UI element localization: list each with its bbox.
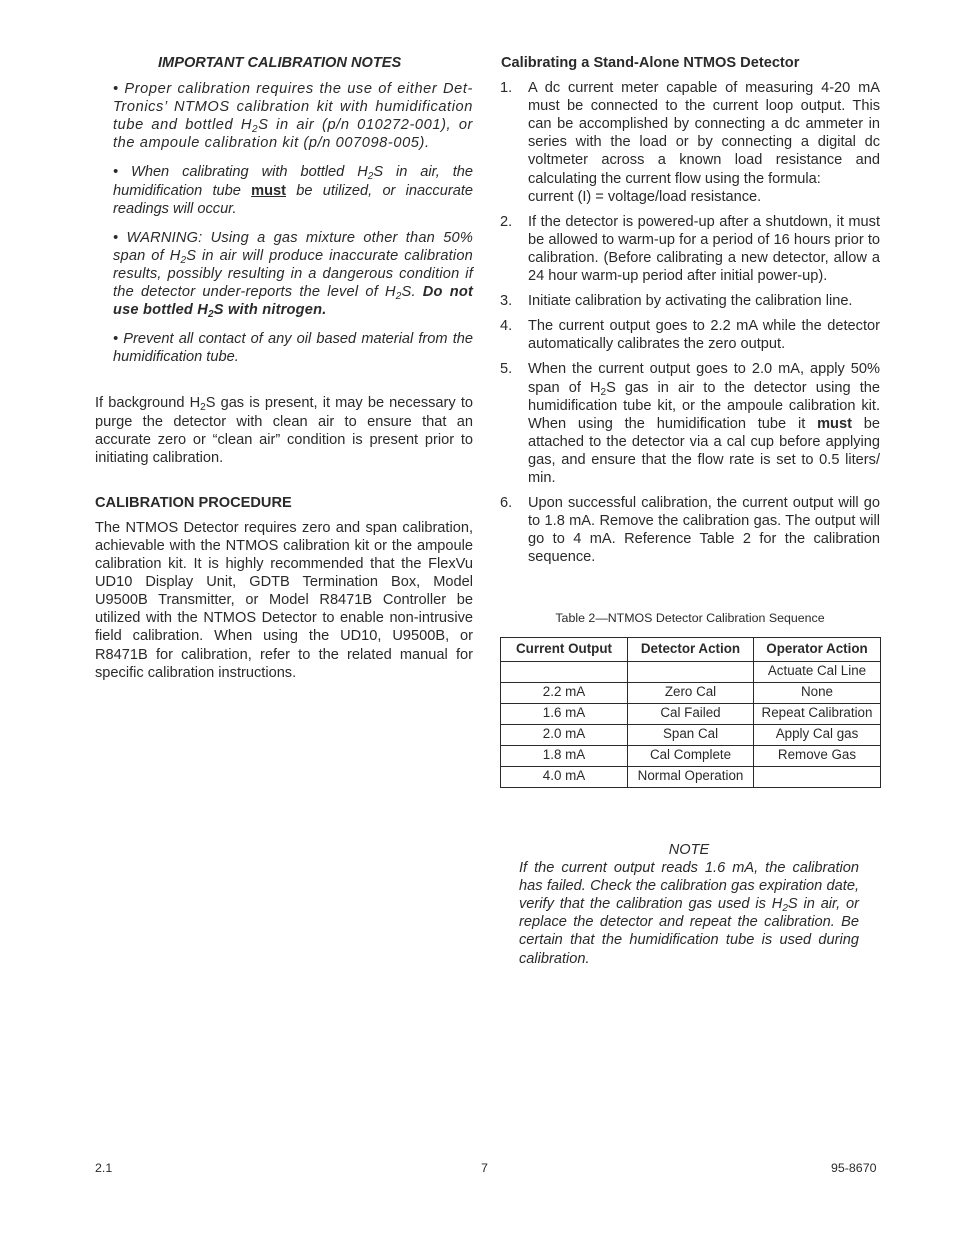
note-title: NOTE — [668, 842, 710, 858]
calibration-procedure-heading: CALIBRATION PROCEDURE — [95, 494, 292, 511]
calibration-procedure-paragraph: The NTMOS Detector requires zero and span calibration, achievable with the NTMOS calibration kit or the ampoule calibration kit. It is highly recommended that the FlexVu UD10 Display Unit, GDTB Termination Box, Model U9500B Transmitter, or Model R8471B Controller be utilized with the NTMOS Detector to enable non-intrusive field calibration. When using the UD10, U9500B, or R8471B for calibration, refer to the related manual for specific calibration instructions. — [95, 519, 473, 681]
important-notes-heading: IMPORTANT CALIBRATION NOTES — [158, 55, 402, 71]
table-cell: 1.8 mA — [501, 745, 628, 766]
table-row — [501, 745, 881, 766]
table-caption: Table 2—NTMOS Detector Calibration Sequence — [555, 611, 825, 626]
table-cell — [501, 661, 628, 682]
table-cell: 2.0 mA — [501, 724, 628, 745]
table-cell: 2.2 mA — [501, 682, 628, 703]
header-operator-action: Operator Action — [754, 637, 881, 661]
table-cell: Actuate Cal Line — [754, 661, 881, 682]
step-item: 6. Upon successful calibration, the current output will go to 1.8 mA. Remove the calibration gas. The output will go to 4 mA. Reference Table 2 for the calibration sequence. — [500, 495, 880, 566]
must-emphasis: must — [817, 415, 852, 432]
step-item: 2. If the detector is powered-up after a shutdown, it must be allowed to warm-up for a period of 16 hours prior to calibration. (Before calibrating a new detector, allow a 24 hour warm-up period after initial power-up). — [500, 213, 880, 285]
footer-page-number: 7 — [481, 1161, 488, 1175]
calibration-sequence-table — [500, 637, 881, 788]
nitrogen-warning: Do not use bottled $H_2S$ with nitrogen. — [113, 284, 474, 321]
table-header-row — [501, 637, 881, 661]
footer-revision: 2.1 — [95, 1161, 113, 1175]
note-bullet-humidification-tube: • When calibrating with bottled $H_2S$ in air, the humidification tube must be utilized, or inaccurate readings will occur. — [113, 164, 473, 217]
table-row — [501, 661, 881, 682]
note-text: If the current output reads 1.6 mA, the calibration has failed. Check the calibration gas expiration date, verify that the calibration gas used is $H_2S$ in air, or replace the detector and repeat the calibration. Be certain that the humidification tube is used during calibration. — [519, 860, 859, 967]
calibration-steps — [500, 79, 880, 566]
table-cell: Span Cal — [628, 724, 754, 745]
note-block — [519, 841, 859, 968]
table-cell: Cal Failed — [628, 703, 754, 724]
must-emphasis: must — [251, 182, 286, 199]
header-current-output: Current Output — [501, 637, 628, 661]
table-cell: 4.0 mA — [501, 766, 628, 787]
step-item: 3. Initiate calibration by activating the calibration line. — [500, 293, 853, 310]
table-cell: Cal Complete — [628, 745, 754, 766]
table-cell: Normal Operation — [628, 766, 754, 787]
table-row — [501, 724, 881, 745]
step-item: 4. The current output goes to 2.2 mA while the detector automatically calibrates the zero output. — [500, 318, 880, 353]
step-item: 1. A dc current meter capable of measuring 4-20 mA must be connected to the current loop output. This can be accomplished by connecting a dc ammeter in series with the load or by connecting a digital dc voltmeter across a known load resistance and calculating the current flow using the formula: current (I) = voltage/load resistance. — [500, 80, 880, 205]
right-column — [500, 54, 880, 788]
formula: current (I) = voltage/load resistance. — [528, 188, 762, 205]
note-bullet-oil: • Prevent all contact of any oil based material from the humidification tube. — [113, 331, 473, 366]
table-cell — [754, 766, 881, 787]
table-cell: 1.6 mA — [501, 703, 628, 724]
note-bullet-calibration-kit: • Proper calibration requires the use of either Det-Tronics’ NTMOS calibration kit with humidification tube and bottled $H_2S$ in air (p/n 010272-001), or the ampoule calibration kit (p/n 007098-005). — [113, 81, 473, 152]
table-row — [501, 766, 881, 787]
background-gas-paragraph: If background $H_2S$ gas is present, it may be necessary to purge the detector with clean air to ensure that an accurate zero or “clean air” condition is present prior to initiating calibration. — [95, 395, 473, 466]
table-cell: None — [754, 682, 881, 703]
left-column — [95, 54, 473, 682]
table-cell: Remove Gas — [754, 745, 881, 766]
table-cell: Apply Cal gas — [754, 724, 881, 745]
note-bullet-warning: • WARNING: Using a gas mixture other than 50% span of $H_2S$ in air will produce inaccurate calibration results, possibly resulting in a dangerous condition if the detector under-reports the level of $H_2S$. Do not use bottled $H_2S$ with nitrogen. — [113, 229, 474, 321]
step-item: 5. When the current output goes to 2.0 mA, apply 50% span of $H_2S$ gas in air to the detector using the humidification tube kit, or the ampoule calibration kit. When using the humidification tube it must be attached to the detector via a cal cup before applying gas, and ensure that the flow rate is set to 0.5 liters/ min. — [500, 361, 880, 486]
stand-alone-heading: Calibrating a Stand-Alone NTMOS Detector — [501, 55, 800, 71]
table-cell: Repeat Calibration — [754, 703, 881, 724]
table-cell: Zero Cal — [628, 682, 754, 703]
table-row — [501, 703, 881, 724]
footer-document-number: 95-8670 — [831, 1161, 877, 1175]
table-cell — [628, 661, 754, 682]
header-detector-action: Detector Action — [628, 637, 754, 661]
table-row — [501, 682, 881, 703]
